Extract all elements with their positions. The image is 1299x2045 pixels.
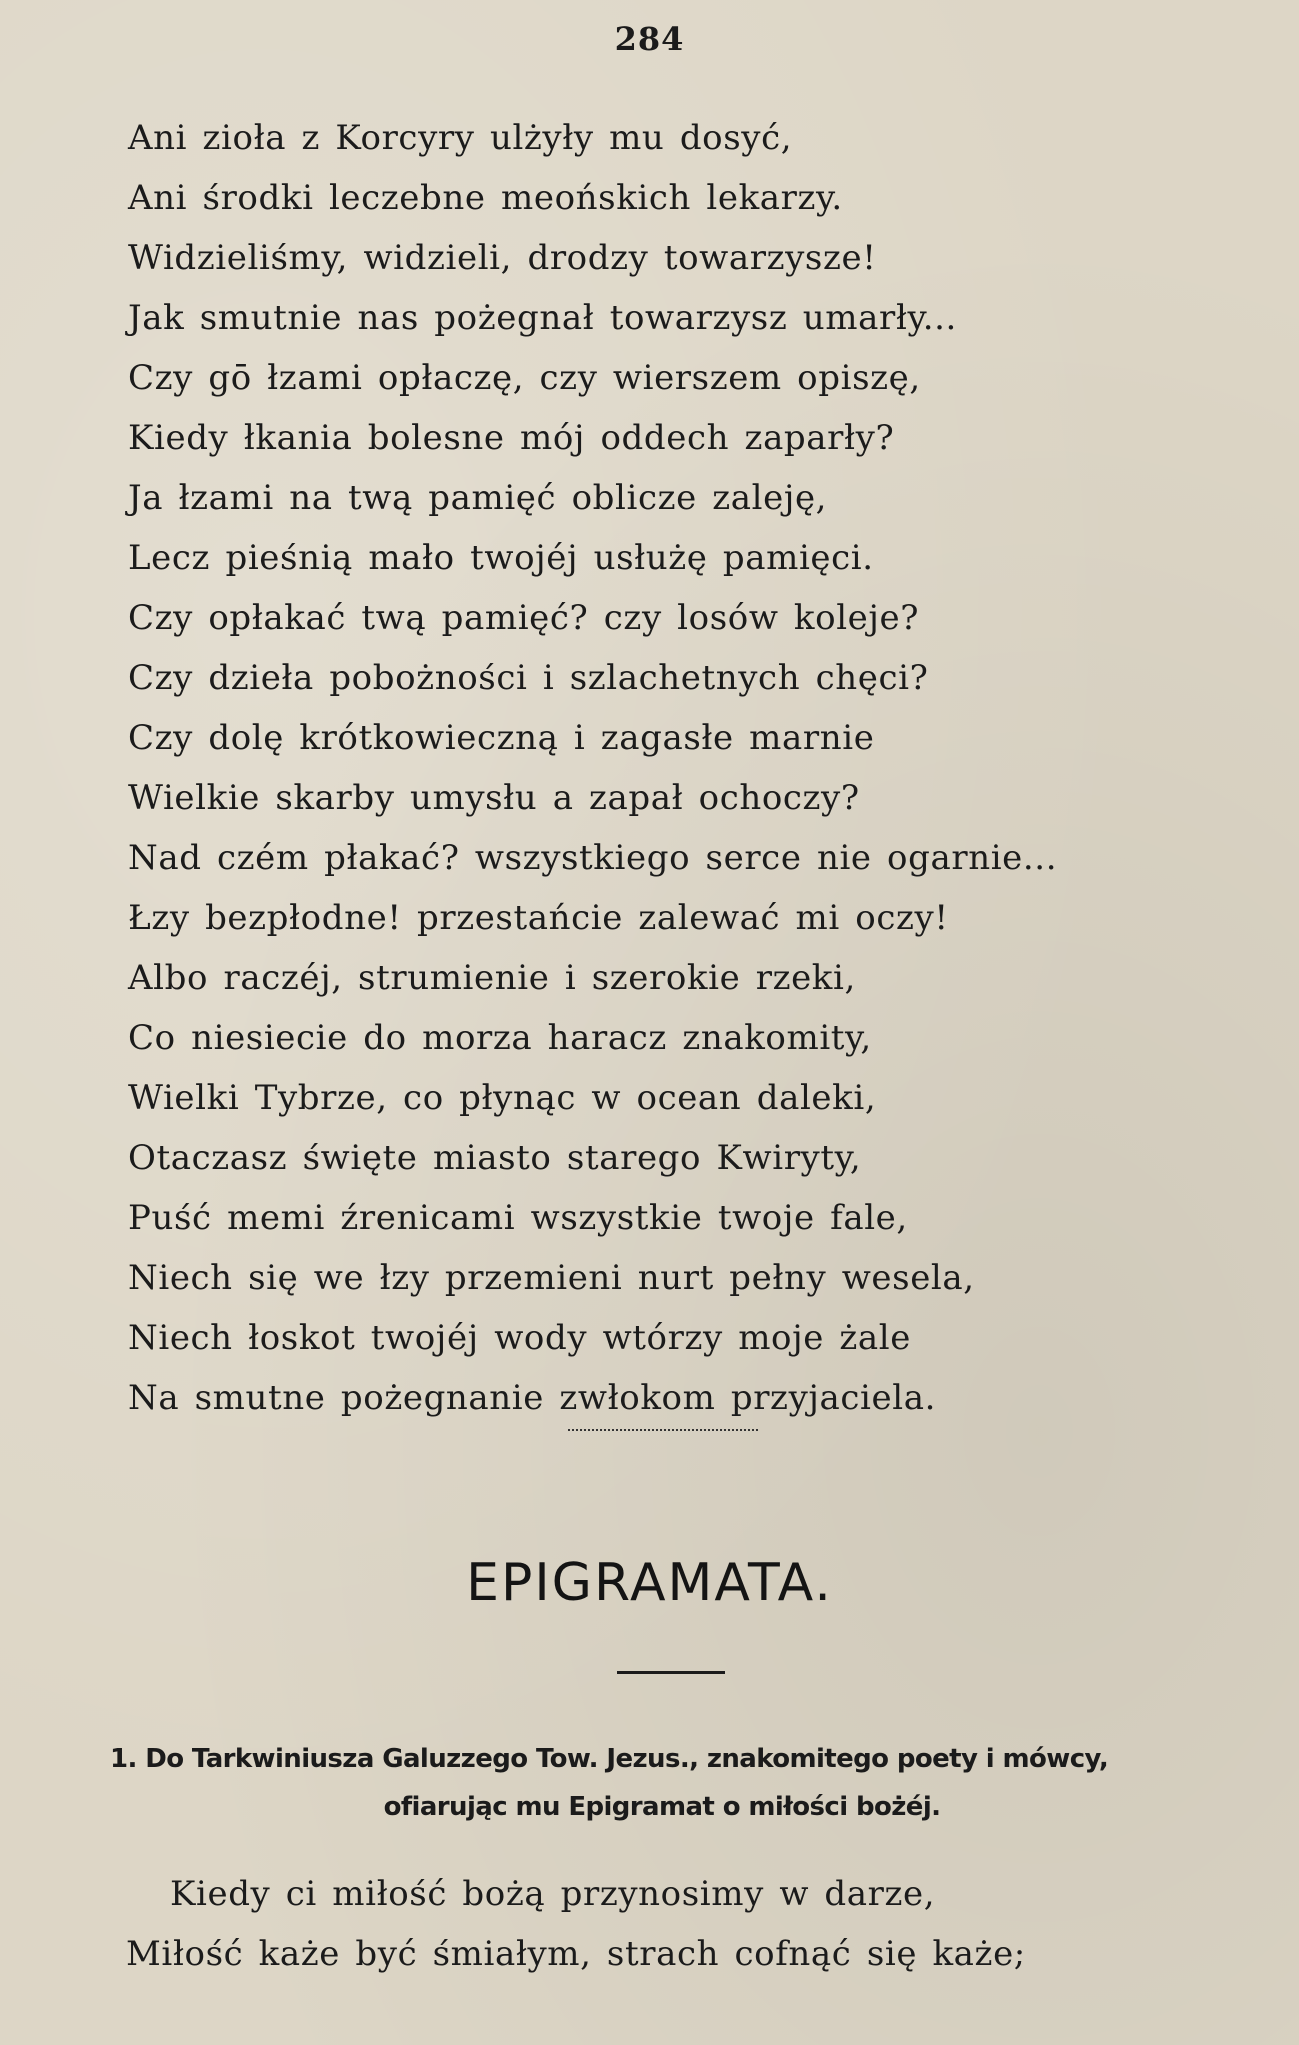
poem-line: Puść memi źrenicami wszystkie twoje fale,: [128, 1198, 908, 1238]
poem-line: Niech się we łzy przemieni nurt pełny wesela,: [128, 1258, 975, 1298]
epigram-heading-line: 1. Do Tarkwiniusza Galuzzego Tow. Jezus., znakomitego poety i mówcy,: [110, 1744, 1109, 1774]
poem-line: Na smutne pożegnanie zwłokom przyjaciela.: [128, 1378, 936, 1418]
poem-line: Nad czém płakać? wszystkiego serce nie ogarnie...: [128, 838, 1058, 878]
epigram-heading-line: ofiarując mu Epigramat o miłości bożéj.: [383, 1792, 941, 1822]
poem-line: Ja łzami na twą pamięć oblicze zaleję,: [128, 478, 828, 518]
dotted-divider: [568, 1429, 758, 1431]
poem-line: Czy dzieła pobożności i szlachetnych chęci?: [128, 658, 929, 698]
poem-line: Ani środki leczebne meońskich lekarzy.: [128, 178, 843, 218]
poem-line: Wielkie skarby umysłu a zapał ochoczy?: [128, 778, 860, 818]
poem-line: Łzy bezpłodne! przestańcie zalewać mi oczy!: [128, 898, 949, 938]
poem-line: Wielki Tybrze, co płynąc w ocean daleki,: [128, 1078, 877, 1118]
poem-line: Kiedy łkania bolesne mój oddech zaparły?: [128, 418, 895, 458]
title-underline: [617, 1671, 725, 1674]
poem-line: Czy dolę krótkowieczną i zagasłe marnie: [128, 718, 875, 758]
epigram-body: [126, 1864, 1246, 1984]
poem-line: Co niesiecie do morza haracz znakomity,: [128, 1018, 872, 1058]
epigram-line: Miłość każe być śmiałym, strach cofnąć się każe;: [126, 1934, 1026, 1974]
poem-line: Albo raczéj, strumienie i szerokie rzeki,: [128, 958, 856, 998]
poem-line: Otaczasz święte miasto starego Kwiryty,: [128, 1138, 862, 1178]
poem-line: Jak smutnie nas pożegnał towarzysz umarły...: [128, 298, 957, 338]
page-number: 284: [614, 20, 685, 58]
poem-line: Niech łoskot twojéj wody wtórzy moje żale: [128, 1318, 911, 1358]
poem-body: [128, 108, 1248, 1428]
epigram-line: Kiedy ci miłość bożą przynosimy w darze,: [170, 1874, 936, 1914]
poem-line: Czy gō łzami opłaczę, czy wierszem opiszę,: [128, 358, 921, 398]
poem-line: Ani zioła z Korcyry ulżyły mu dosyć,: [128, 118, 793, 158]
epigram-heading: [110, 1735, 1230, 1831]
section-title: EPIGRAMATA.: [466, 1553, 833, 1613]
poem-line: Lecz pieśnią mało twojéj usłużę pamięci.: [128, 538, 874, 578]
poem-line: Widzieliśmy, widzieli, drodzy towarzysze!: [128, 238, 877, 278]
poem-line: Czy opłakać twą pamięć? czy losów koleje?: [128, 598, 920, 638]
